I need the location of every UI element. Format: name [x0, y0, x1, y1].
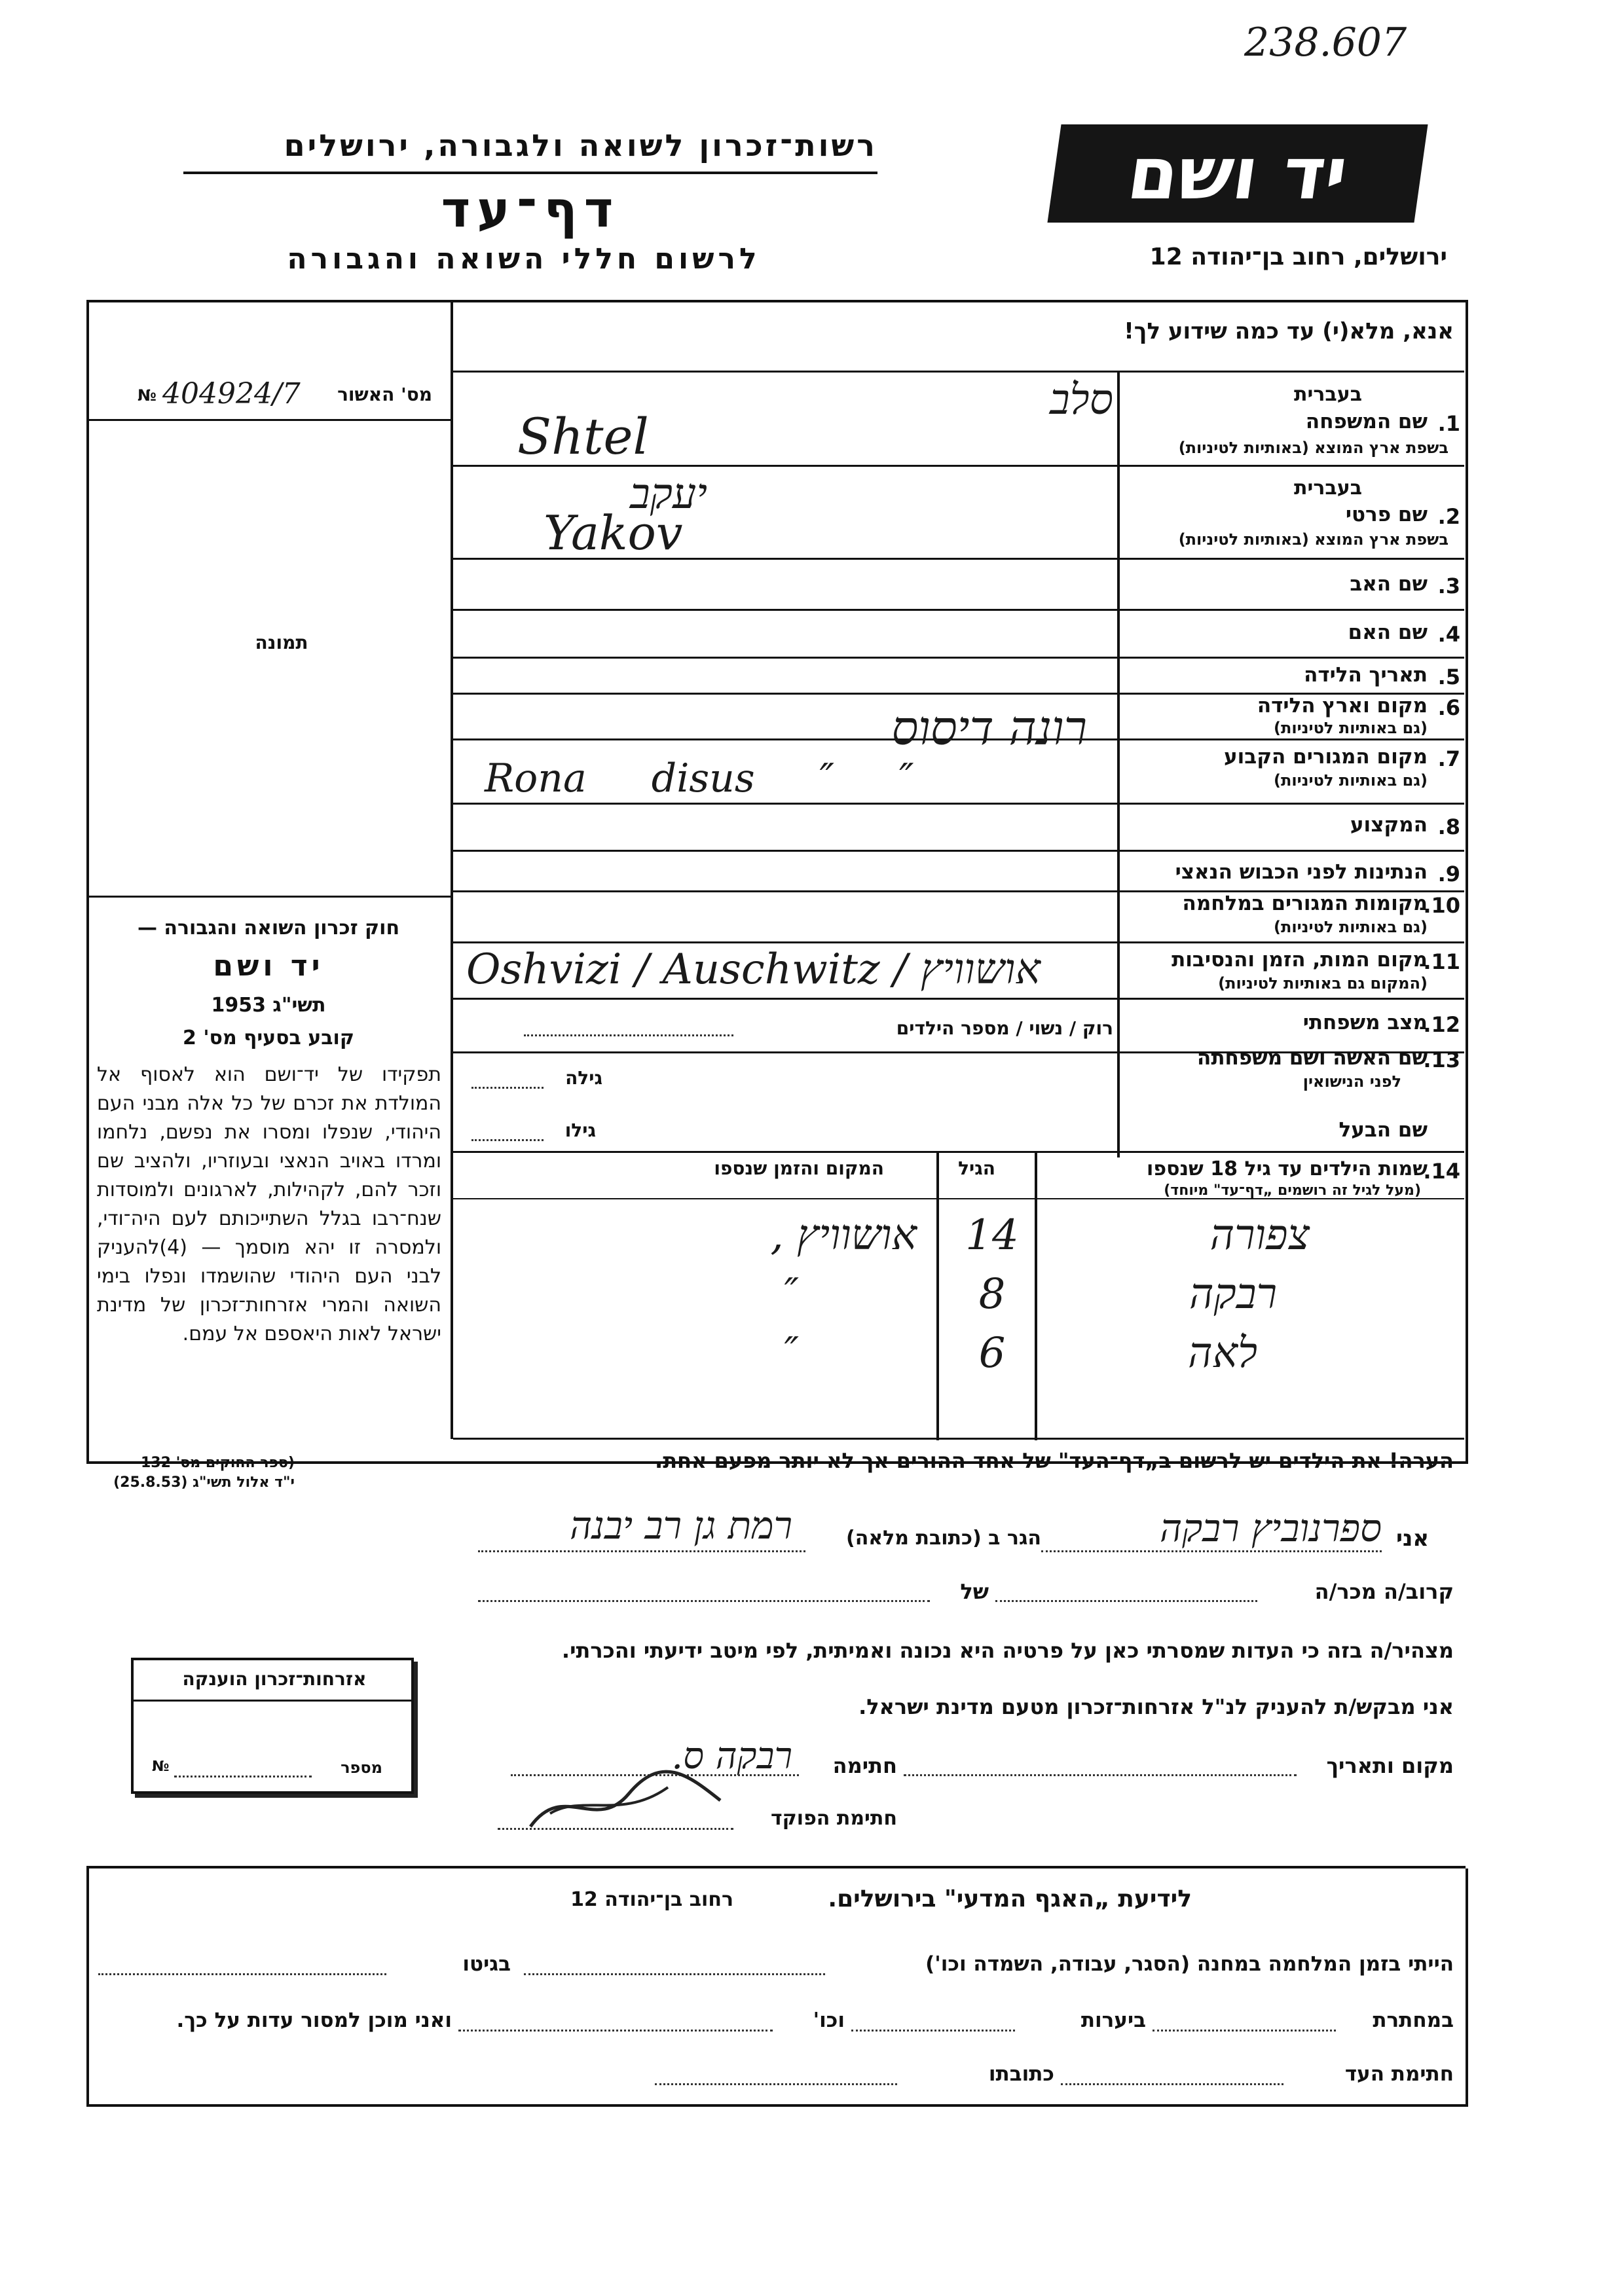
field-7-value: Rona disus ″ ″	[485, 756, 914, 801]
approval-no-sign: №	[138, 386, 157, 405]
law-name: יד ושם	[213, 949, 324, 983]
child-name: רבקה	[1189, 1270, 1277, 1319]
field-13-num: .13	[1423, 1048, 1460, 1072]
field-12-label: מצב משפחתי	[1302, 1011, 1428, 1034]
field-1-label: שם המשפחה	[1305, 410, 1428, 433]
child-age: 6	[978, 1329, 1006, 1377]
field-6-value: רונה דיסוס	[891, 701, 1087, 756]
law-year: 1953	[211, 994, 266, 1017]
footer-ghetto-label: בגיטו	[462, 1952, 511, 1976]
children-col-place: המקום והזמן שנספו	[714, 1157, 884, 1179]
law-clause: קובע בסעיף מס' 2	[183, 1027, 354, 1049]
field-5-label: תאריך הלידה	[1304, 663, 1428, 687]
field-8-label: המקצוע	[1350, 813, 1428, 837]
field-2-label: שם פרטי	[1345, 503, 1428, 526]
field-9-label: הנתינות לפני הכבוש הנאצי	[1175, 860, 1428, 884]
signature-label: חתימה	[832, 1753, 897, 1778]
husband-age-line	[471, 1139, 544, 1141]
child-age: 8	[978, 1270, 1006, 1319]
declarant-lives-label: הגר ב (כתובת מלאה)	[845, 1527, 1041, 1550]
of-line	[478, 1600, 930, 1602]
field-6-num: .6	[1437, 695, 1460, 720]
declarant-address: רמת גן רב יבנה	[570, 1503, 792, 1548]
header-address: ירושלים, רחוב בן־יהודה 12	[1149, 244, 1447, 270]
field-13-label: שם האשה ושם משפחתה	[1197, 1046, 1428, 1070]
field-10-num: .10	[1423, 893, 1460, 918]
field-6-note: (גם באותיות לטיניות)	[1274, 719, 1428, 737]
of-label: של	[960, 1579, 989, 1604]
field-10-label: מקומות המגורים במלחמה	[1182, 892, 1428, 915]
children-num: .14	[1423, 1159, 1460, 1184]
field-2-value-latin: Yakov	[544, 505, 683, 560]
declarant-name-line	[1041, 1550, 1382, 1552]
children-heading: שמות הילדים עד גיל 18 שנספו	[1147, 1157, 1428, 1180]
footer-etc-line	[458, 2030, 773, 2032]
declarant-address-line	[478, 1550, 805, 1552]
field-10-note: (גם באותיות לטיניות)	[1274, 918, 1428, 936]
field-7-label: מקום המגורים הקבוע	[1224, 745, 1428, 769]
footer-underground-label: במחתרת	[1373, 2009, 1454, 2032]
remark: הערה! את הילדים יש לרשום ב„דף־העד" של אחד ההורים אך לא יותר מפעם אחת.	[655, 1448, 1454, 1473]
field-9-num: .9	[1437, 862, 1460, 886]
law-date: י"ד אלול תשי"ג (25.8.53)	[113, 1474, 295, 1491]
footer-camp-line	[524, 1973, 825, 1975]
footer-witness-signature-line	[1061, 2083, 1283, 2085]
footer-etc-label: וכו'	[813, 2009, 845, 2032]
citizenship-box	[131, 1658, 414, 1794]
field-11-label: מקום המות, הזמן והנסיבות	[1172, 948, 1428, 972]
husband-age-label: גילו	[564, 1120, 596, 1141]
child-name: לאה	[1188, 1329, 1257, 1377]
child-place: ″	[784, 1270, 799, 1316]
footer-forests-line	[851, 2030, 1015, 2032]
field-11-note: (המקום גם באותיות לטיניות)	[1218, 974, 1428, 993]
child-age: 14	[965, 1211, 1019, 1260]
logo-text: יד ושם	[1122, 132, 1353, 215]
place-date-label: מקום ותאריך	[1326, 1753, 1454, 1778]
footer-witness-address-line	[655, 2083, 897, 2085]
declarant-i-label: אני	[1396, 1525, 1430, 1552]
officer-signature-scribble	[524, 1768, 733, 1840]
declaration-text: מצהיר/ה בזה כי העדות שמסרתי כאן על פרטיה היא נכונה ואמיתית, לפי מיטב ידיעתי והכרתי.	[561, 1638, 1454, 1663]
footer-heading: לידיעת „האגף המדעי" בירושלים.	[828, 1886, 1192, 1912]
field-2-num: .2	[1437, 504, 1460, 529]
marital-options: רוק / נשוי / מספר הילדים	[896, 1017, 1113, 1039]
footer-witness-address-label: כתובתו	[988, 2062, 1054, 2086]
footer-forests-label: ביערות	[1080, 2009, 1146, 2032]
field-6-label: מקום וארץ הלידה	[1257, 694, 1428, 718]
field-1-script: בעברית	[1294, 383, 1362, 406]
child-place: ″	[784, 1329, 799, 1375]
children-col-age: הגיל	[958, 1157, 995, 1179]
footer-willing-text: ואני מוכן למסור עדות על כך.	[176, 2009, 452, 2032]
field-11-num: .11	[1423, 949, 1460, 974]
law-title: חוק זכרון השואה והגבורה —	[137, 917, 400, 939]
field-1-num: .1	[1437, 411, 1460, 436]
field-5-num: .5	[1437, 665, 1460, 689]
approval-value: 404924/7	[162, 377, 301, 410]
law-source: (ספר החוקים מס' 132	[140, 1455, 295, 1471]
wife-age-label: גילה	[565, 1067, 602, 1089]
relative-line	[995, 1600, 1257, 1602]
wife-age-line	[471, 1087, 544, 1089]
field-3-label: שם האב	[1350, 572, 1428, 596]
request-text: אני מבקש/ת להעניק לנ"ל אזרחות־זכרון מטעם מדינת ישראל.	[858, 1694, 1454, 1719]
signature-value: רבקה ס.	[671, 1735, 792, 1777]
field-4-num: .4	[1437, 622, 1460, 647]
field-1-note: בשפת ארץ המוצא (באותיות לטיניות)	[1178, 439, 1449, 457]
photo-label: תמונה	[255, 632, 308, 653]
header-organization: רשות־זכרון לשואה ולגבורה, ירושלים	[284, 128, 877, 163]
child-name: צפורה	[1209, 1211, 1310, 1260]
field-7-num: .7	[1437, 746, 1460, 771]
place-date-line	[904, 1774, 1297, 1776]
field-2-script: בעברית	[1294, 477, 1362, 500]
law-year-row	[92, 994, 445, 1017]
approval-number-row	[92, 377, 445, 416]
field-8-num: .8	[1437, 814, 1460, 839]
archive-number: 238.607	[1244, 20, 1407, 65]
footer-camp-text: הייתי בזמן המלחמה במחנה (הסגר, עבודה, השמדה וכו')	[925, 1952, 1454, 1976]
field-11-value: Oshvizi / Auschwitz / אושוויץ	[466, 945, 1041, 994]
children-count-line	[524, 1034, 733, 1036]
field-12-num: .12	[1423, 1012, 1460, 1037]
yad-vashem-logo	[1047, 124, 1428, 223]
footer-address: רחוב בן־יהודה 12	[570, 1888, 733, 1911]
field-4-label: שם האם	[1348, 621, 1428, 644]
field-3-num: .3	[1437, 574, 1460, 598]
law-year-hebrew: תשי"ג	[272, 994, 326, 1017]
citizenship-number-label: מספר	[341, 1758, 382, 1777]
field-7-note: (גם באותיות לטיניות)	[1274, 771, 1428, 790]
approval-label: מס' האשור	[337, 384, 432, 405]
husband-label: שם הבעל	[1338, 1118, 1428, 1142]
field-13-note: לפני הנישואין	[1302, 1072, 1401, 1091]
child-place: אושוויץ ,	[770, 1211, 917, 1260]
children-note: (מעל לגיל זה רושמים „דף־עד" מיוחד)	[1164, 1182, 1421, 1199]
instruction: אנא, מלא(י) עד כמה שידוע לך!	[1124, 318, 1454, 344]
footer-underground-line	[1153, 2030, 1336, 2032]
citizenship-title: אזרחות־זכרון הוענקה	[182, 1668, 367, 1690]
field-1-value-latin: Shtel	[517, 407, 649, 465]
declarant-name: ספרנוביץ רבקה	[1160, 1506, 1382, 1550]
law-body: תפקידו של יד־ושם הוא לאסוף אל המולדת את זכרם של כל אלה מבני העם היהודי, שנפלו ומסרו את נפשם, נלחמו ומרדו באויב הנאצי ובעוזריו, ולהציב שם וזכר להם, לקהילות, לארגונים ולמוסדות שנח־רבו בגלל השתייכותם לעם היה־ודי, ולמסרה זו יהא מוסמך — (4)להעניק לבני העם היהודי שהושמדו ונפלו בימי השואה והמרי אזרחות־זכרון של מדינת ישראל לאות היאספם אל עמם.	[97, 1063, 441, 1345]
citizenship-no-sign: №	[152, 1758, 170, 1775]
footer-ghetto-line	[98, 1973, 386, 1975]
relative-label: קרוב/ה מכר/ה	[1314, 1579, 1454, 1604]
page-title: דף־עד	[441, 180, 620, 238]
footer-witness-signature-label: חתימת העד	[1344, 2062, 1454, 2086]
page-subtitle: לרשום חללי השואה והגבורה	[287, 242, 761, 276]
field-1-value-hebrew: סלב	[1049, 376, 1113, 424]
officer-signature-label: חתימת הפוקד	[771, 1807, 897, 1830]
field-2-value-hebrew: יעקב	[629, 470, 707, 519]
field-2-note: בשפת ארץ המוצא (באותיות לטיניות)	[1178, 530, 1449, 549]
